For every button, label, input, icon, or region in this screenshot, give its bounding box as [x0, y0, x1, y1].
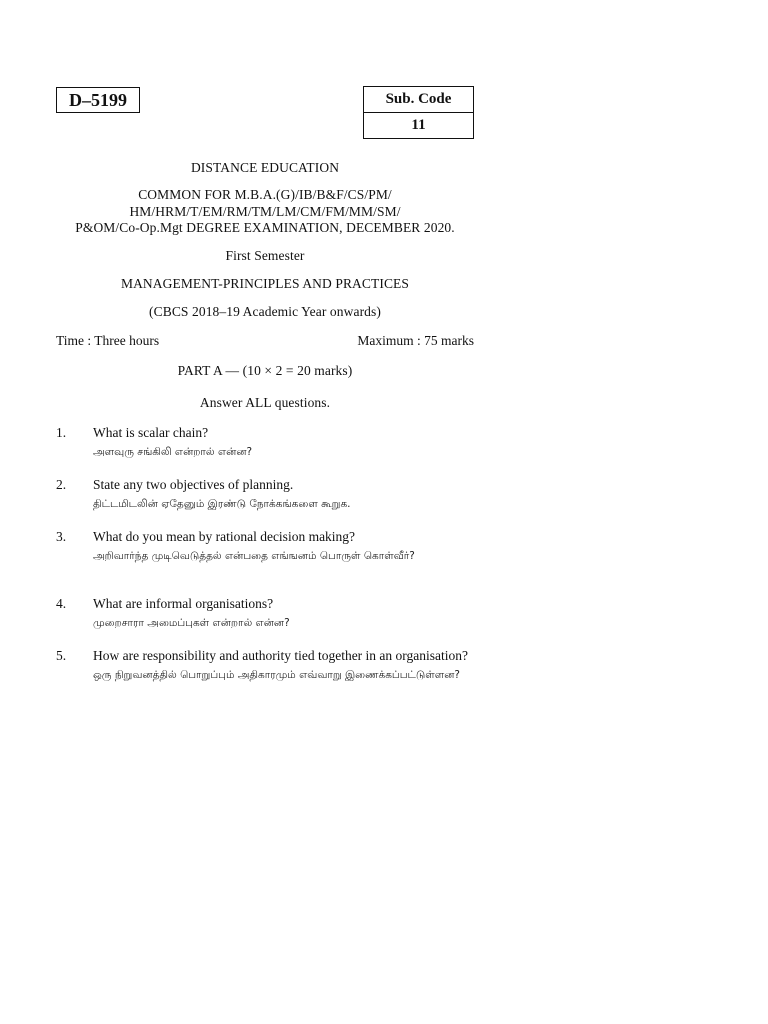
- question-item: [56, 476, 474, 512]
- paper-code-box: [56, 87, 140, 113]
- question-text-english: What are informal organisations?: [93, 596, 274, 611]
- question-text-english: What is scalar chain?: [93, 425, 209, 440]
- paper-code: D–5199: [69, 90, 127, 110]
- exam-mode-heading: DISTANCE EDUCATION: [190, 160, 340, 175]
- time-allowed: Time : Three hours: [56, 333, 160, 348]
- part-a-instruction: Answer ALL questions.: [199, 395, 331, 410]
- maximum-marks: Maximum : 75 marks: [357, 333, 474, 348]
- exam-info-row: [56, 332, 474, 349]
- sub-code-value: 11: [411, 117, 426, 133]
- sub-code-box: [363, 86, 474, 139]
- subject-title: MANAGEMENT-PRINCIPLES AND PRACTICES: [120, 276, 410, 291]
- question-item: [56, 647, 474, 683]
- question-text-tamil: அளவுரு சங்கிலி என்றால் என்ன?: [93, 446, 253, 458]
- part-a-heading: PART A — (10 × 2 = 20 marks): [177, 363, 353, 378]
- question-text-tamil: ஒரு நிறுவனத்தில் பொறுப்பும் அதிகாரமும் எவ்வாறு இணைக்கப்பட்டுள்ளன?: [93, 669, 460, 681]
- scheme-line: (CBCS 2018–19 Academic Year onwards): [149, 304, 381, 319]
- semester-heading: First Semester: [225, 248, 305, 263]
- question-item: [56, 528, 474, 564]
- question-text-english: What do you mean by rational decision making?: [93, 529, 356, 544]
- question-text-tamil: முறைசாரா அமைப்புகள் என்றால் என்ன?: [93, 617, 290, 629]
- question-text-tamil: அறிவார்ந்த முடிவெடுத்தல் என்பதை எங்ஙனம் பொருள் கொள்வீர்?: [93, 550, 415, 562]
- programme-line-1: COMMON FOR M.B.A.(G)/IB/B&F/CS/PM/: [138, 187, 392, 202]
- question-number: 1.: [56, 425, 67, 440]
- question-number: 3.: [56, 529, 67, 544]
- question-number: 4.: [56, 596, 67, 611]
- question-text-english: State any two objectives of planning.: [93, 477, 294, 492]
- question-number: 2.: [56, 477, 67, 492]
- question-item: [56, 595, 474, 631]
- programme-line-3: P&OM/Co-Op.Mgt DEGREE EXAMINATION, DECEMBER 2020.: [75, 220, 455, 235]
- sub-code-label: Sub. Code: [364, 87, 473, 113]
- question-text-english: How are responsibility and authority tied together in an organisation?: [93, 648, 469, 663]
- question-item: [56, 424, 474, 460]
- programme-line-2: HM/HRM/T/EM/RM/TM/LM/CM/FM/MM/SM/: [129, 204, 401, 219]
- question-number: 5.: [56, 648, 67, 663]
- question-text-tamil: திட்டமிடலின் ஏதேனும் இரண்டு நோக்கங்களை கூறுக.: [93, 498, 351, 510]
